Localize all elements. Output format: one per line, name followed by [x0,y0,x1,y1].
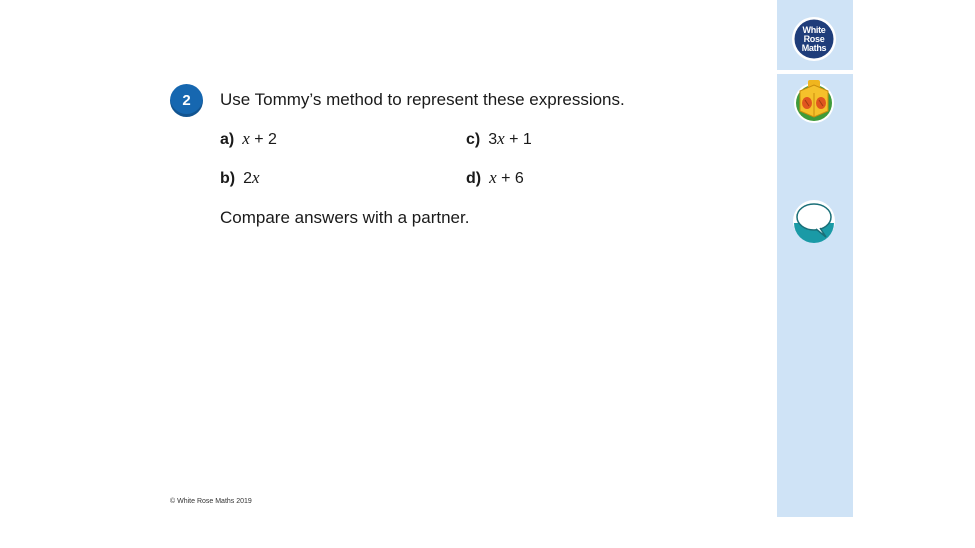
part-c-rest: + 1 [504,131,532,148]
logo-line-3: Maths [801,42,827,53]
sidebar-divider [777,70,853,74]
part-b-label: b) [220,170,236,187]
copyright: © White Rose Maths 2019 [170,498,252,505]
question-number-badge [170,84,203,117]
part-c-coefficient: 3 [488,131,498,148]
compare-instruction: Compare answers with a partner. [220,208,470,227]
part-d [466,168,524,188]
part-b [220,168,260,188]
logo-text [791,16,837,62]
part-b-coefficient: 2 [243,170,253,187]
part-c-variable: x [497,129,505,148]
question-instruction: Use Tommy’s method to represent these expressions. [220,90,625,109]
logo-line-2: Rose [803,33,825,44]
part-b-variable: x [252,168,260,187]
speech-bubble-icon-graphic [790,197,838,245]
manipulatives-icon-graphic [791,77,837,125]
part-d-variable: x [489,168,497,187]
question-number: 2 [182,92,191,109]
part-c [466,129,532,149]
white-rose-maths-logo[interactable] [791,16,837,62]
part-a [220,129,277,149]
part-d-label: d) [466,170,482,187]
speech-bubble-icon[interactable] [790,197,838,245]
part-c-label: c) [466,131,481,148]
logo-line-1: White [802,24,826,35]
part-a-label: a) [220,131,235,148]
part-a-variable: x [242,129,250,148]
part-d-rest: + 6 [496,170,524,187]
part-a-rest: + 2 [249,131,277,148]
manipulatives-icon[interactable] [791,77,837,125]
